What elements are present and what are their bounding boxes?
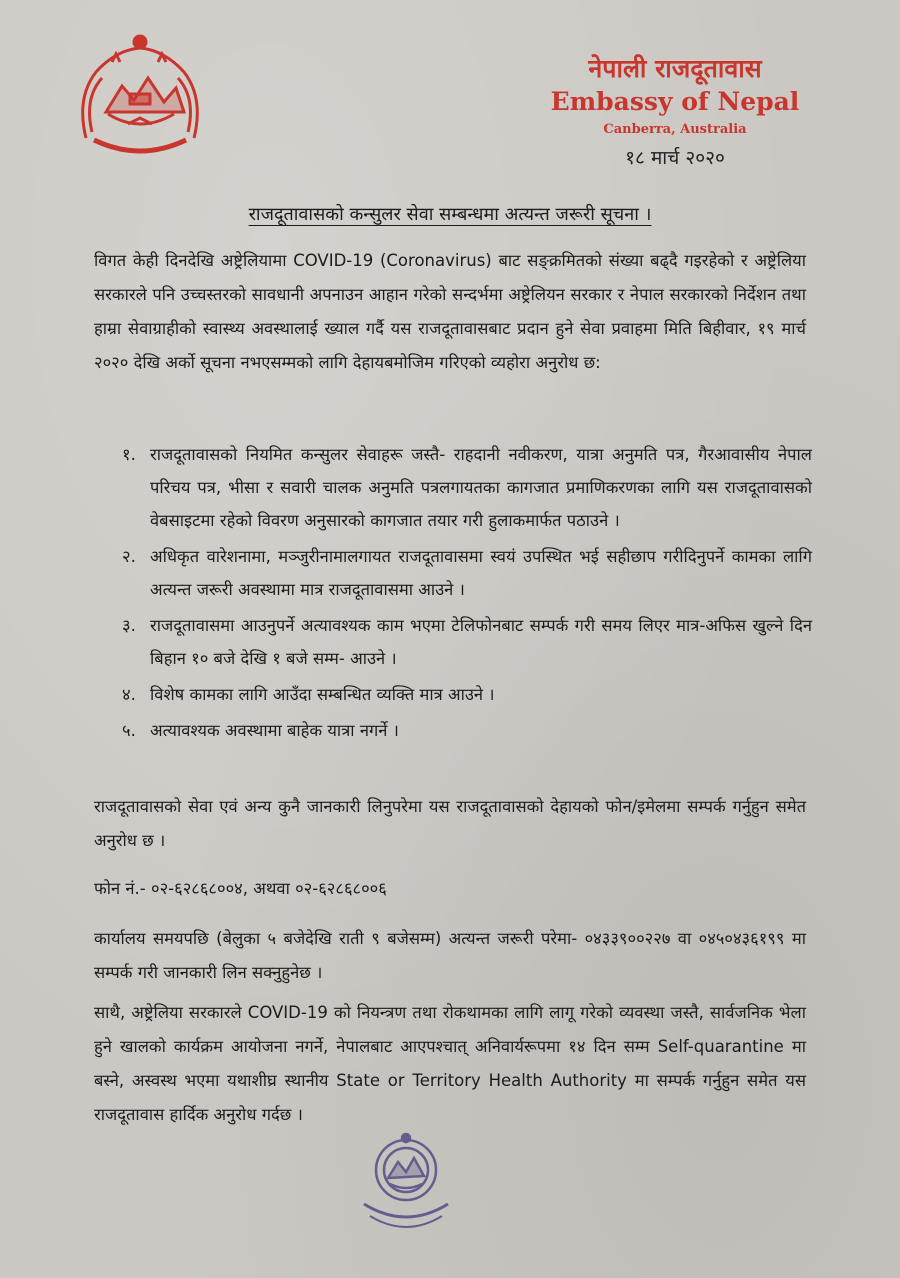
embassy-seal-icon — [352, 1130, 460, 1242]
list-item-text: राजदूतावासको नियमित कन्सुलर सेवाहरू जस्तै- राहदानी नवीकरण, यात्रा अनुमति पत्र, गैरआवासीय नेपाल परिचय पत्र, भीसा र सवारी चालक अनुमति पत्रलगायतका कागजात प्रमाणिकरणका लागि यस राजदूतावासको वेबसाइटमा रहेको विवरण अनुसारको कागजात तयार गरी हुलाकमार्फत पठाउने । — [150, 445, 812, 530]
list-item — [122, 609, 812, 675]
list-item — [122, 540, 812, 606]
embassy-name-english: Embassy of Nepal — [550, 87, 800, 116]
phone-numbers: फोन नं.- ०२-६२८६८००४, अथवा ०२-६२८६८००६ — [94, 879, 387, 898]
list-item-number: ४. — [122, 685, 136, 704]
letter-date: १८ मार्च २०२० — [625, 147, 725, 169]
nepal-emblem-icon — [72, 28, 208, 158]
after-hours-paragraph: कार्यालय समयपछि (बेलुका ५ बजेदेखि राती ९ बजेसम्म) अत्यन्त जरूरी परेमा- ०४३३९००२२७ वा ०४५०४३६१९९ मा सम्पर्क गरी जानकारी लिन सक्नुहुनेछ । — [94, 929, 806, 982]
contact-request-paragraph: राजदूतावासको सेवा एवं अन्य कुनै जानकारी लिनुपरेमा यस राजदूतावासको देहायको फोन/इमेलमा सम्पर्क गर्नुहुन समेत अनुरोध छ । — [94, 797, 806, 850]
intro-paragraph: विगत केही दिनदेखि अष्ट्रेलियामा COVID-19 (Coronavirus) बाट सङ्क्रमितको संख्या बढ्दै गइरहेको र अष्ट्रेलिया सरकारले पनि उच्चस्तरको सावधानी अपनाउन आहान गरेको सन्दर्भमा अष्ट्रेलियन सरकार र नेपाल सरकारको निर्देशन तथा हाम्रा सेवाग्राहीको स्वास्थ्य अवस्थालाई ख्याल गर्दै यस राजदूतावासबाट प्रदान हुने सेवा प्रवाहमा मिति बिहीवार, १९ मार्च २०२० देखि अर्को सूचना नभएसम्मको लागि देहायबमोजिम गरिएको व्यहोरा अनुरोध छ: — [94, 251, 806, 372]
list-item — [122, 678, 812, 711]
embassy-name-nepali: नेपाली राजदूतावास — [588, 54, 762, 83]
list-item-text: विशेष कामका लागि आउँदा सम्बन्धित व्यक्ति मात्र आउने । — [150, 685, 495, 704]
list-item-number: ५. — [122, 721, 136, 740]
list-item — [122, 714, 812, 747]
list-item-text: अधिकृत वारेशनामा, मञ्जुरीनामालगायत राजदूतावासमा स्वयं उपस्थित भई सहीछाप गरीदिनुपर्ने कामका लागि अत्यन्त जरूरी अवस्थामा मात्र राजदूतावासमा आउने । — [150, 547, 812, 599]
notice-subject-text: राजदूतावासको कन्सुलर सेवा सम्बन्धमा अत्यन्त जरूरी सूचना । — [248, 204, 652, 225]
closing-paragraph: साथै, अष्ट्रेलिया सरकारले COVID-19 को नियन्त्रण तथा रोकथामका लागि लागू गरेको व्यवस्था जस्तै, सार्वजनिक भेला हुने खालको कार्यक्रम आयोजना नगर्ने, नेपालबाट आएपश्चात् अनिवार्यरूपमा १४ दिन सम्म Self-quarantine मा बस्ने, अस्वस्थ भएमा यथाशीघ्र स्थानीय State or Territory Health Authority मा सम्पर्क गर्नुहुन समेत यस राजदूतावास हार्दिक अनुरोध गर्दछ । — [94, 1003, 806, 1124]
notice-subject — [0, 202, 900, 226]
list-item-text: राजदूतावासमा आउनुपर्ने अत्यावश्यक काम भएमा टेलिफोनबाट सम्पर्क गरी समय लिएर मात्र-अफिस खुल्ने दिन बिहान १० बजे देखि १ बजे सम्म- आउने । — [150, 616, 812, 668]
embassy-city: Canberra, Australia — [603, 122, 747, 137]
instructions-list — [122, 438, 812, 750]
list-item-number: १. — [122, 445, 136, 464]
list-item-text: अत्यावश्यक अवस्थामा बाहेक यात्रा नगर्ने । — [150, 721, 399, 740]
list-item-number: ३. — [122, 616, 136, 635]
list-item-number: २. — [122, 547, 136, 566]
letterhead — [530, 52, 820, 174]
list-item — [122, 438, 812, 537]
